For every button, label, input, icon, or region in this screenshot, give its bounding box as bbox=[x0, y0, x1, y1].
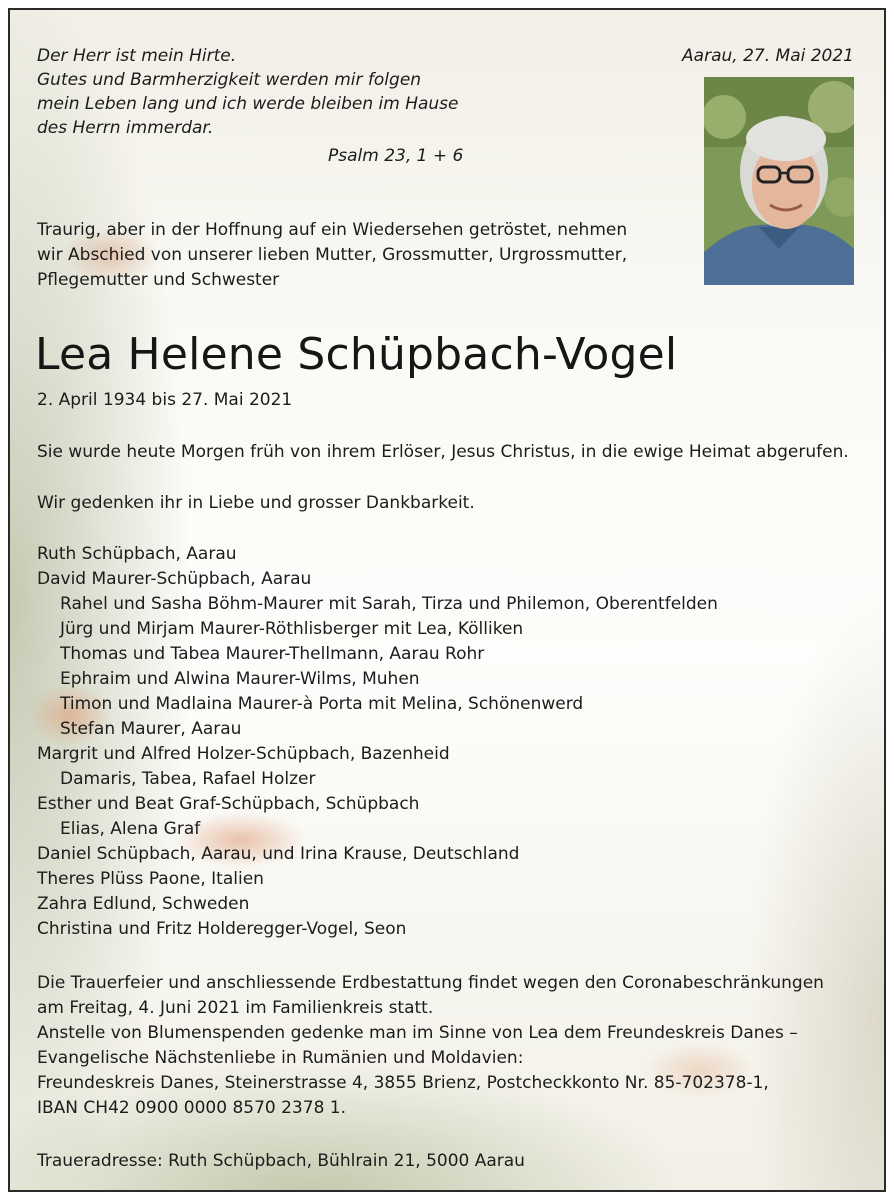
psalm-reference: Psalm 23, 1 + 6 bbox=[328, 146, 464, 166]
intro-line: wir Abschied von unserer lieben Mutter, Grossmutter, Urgrossmutter, bbox=[37, 245, 628, 265]
portrait-photo bbox=[704, 77, 854, 285]
portrait-illustration bbox=[704, 77, 854, 285]
deceased-name: Lea Helene Schüpbach-Vogel bbox=[35, 329, 678, 380]
family-member: Jürg und Mirjam Maurer-Röthlisberger mit Lea, Kölliken bbox=[60, 619, 524, 639]
family-member: Zahra Edlund, Schweden bbox=[37, 894, 250, 914]
family-member: Theres Plüss Paone, Italien bbox=[37, 869, 264, 889]
psalm-line: des Herrn immerdar. bbox=[37, 118, 214, 138]
intro-text bbox=[37, 218, 627, 293]
family-member: Esther und Beat Graf-Schüpbach, Schüpbach bbox=[37, 794, 420, 814]
family-member: Christina und Fritz Holderegger-Vogel, Seon bbox=[37, 919, 407, 939]
notice-line: Die Trauerfeier und anschliessende Erdbestattung findet wegen den Coronabeschränkungen bbox=[37, 973, 824, 993]
life-dates: 2. April 1934 bis 27. Mai 2021 bbox=[37, 390, 293, 410]
notice-line: Anstelle von Blumenspenden gedenke man im Sinne von Lea dem Freundeskreis Danes – bbox=[37, 1023, 798, 1043]
notice-line: am Freitag, 4. Juni 2021 im Familienkreis statt. bbox=[37, 998, 434, 1018]
obituary-card bbox=[8, 8, 886, 1192]
family-member: Rahel und Sasha Böhm-Maurer mit Sarah, Tirza und Philemon, Oberentfelden bbox=[60, 594, 718, 614]
notice-line: Evangelische Nächstenliebe in Rumänien und Moldavien: bbox=[37, 1048, 524, 1068]
family-member: Daniel Schüpbach, Aarau, und Irina Krause, Deutschland bbox=[37, 844, 520, 864]
intro-line: Pflegemutter und Schwester bbox=[37, 270, 280, 290]
notice-line: IBAN CH42 0900 0000 8570 2378 1. bbox=[37, 1098, 347, 1118]
family-member: Stefan Maurer, Aarau bbox=[60, 719, 242, 739]
family-member: David Maurer-Schüpbach, Aarau bbox=[37, 569, 312, 589]
statement-passing: Sie wurde heute Morgen früh von ihrem Erlöser, Jesus Christus, in die ewige Heimat abgerufen. bbox=[37, 442, 849, 462]
family-member: Damaris, Tabea, Rafael Holzer bbox=[60, 769, 316, 789]
family-member: Timon und Madlaina Maurer-à Porta mit Melina, Schönenwerd bbox=[60, 694, 584, 714]
psalm-line: Gutes und Barmherzigkeit werden mir folgen bbox=[37, 70, 422, 90]
psalm-quote bbox=[37, 44, 459, 140]
intro-line: Traurig, aber in der Hoffnung auf ein Wiedersehen getröstet, nehmen bbox=[37, 220, 628, 240]
ceremony-notice bbox=[37, 971, 824, 1121]
place-date: Aarau, 27. Mai 2021 bbox=[682, 46, 854, 66]
family-member: Margrit und Alfred Holzer-Schüpbach, Bazenheid bbox=[37, 744, 450, 764]
notice-line: Freundeskreis Danes, Steinerstrasse 4, 3855 Brienz, Postcheckkonto Nr. 85-702378-1, bbox=[37, 1073, 769, 1093]
psalm-line: Der Herr ist mein Hirte. bbox=[37, 46, 237, 66]
mourning-address: Traueradresse: Ruth Schüpbach, Bühlrain 21, 5000 Aarau bbox=[37, 1151, 525, 1171]
family-member: Ruth Schüpbach, Aarau bbox=[37, 544, 237, 564]
family-member: Elias, Alena Graf bbox=[60, 819, 201, 839]
family-member: Ephraim und Alwina Maurer-Wilms, Muhen bbox=[60, 669, 420, 689]
psalm-line: mein Leben lang und ich werde bleiben im Hause bbox=[37, 94, 459, 114]
family-list bbox=[37, 542, 718, 942]
family-member: Thomas und Tabea Maurer-Thellmann, Aarau Rohr bbox=[60, 644, 485, 664]
statement-remembrance: Wir gedenken ihr in Liebe und grosser Dankbarkeit. bbox=[37, 493, 475, 513]
